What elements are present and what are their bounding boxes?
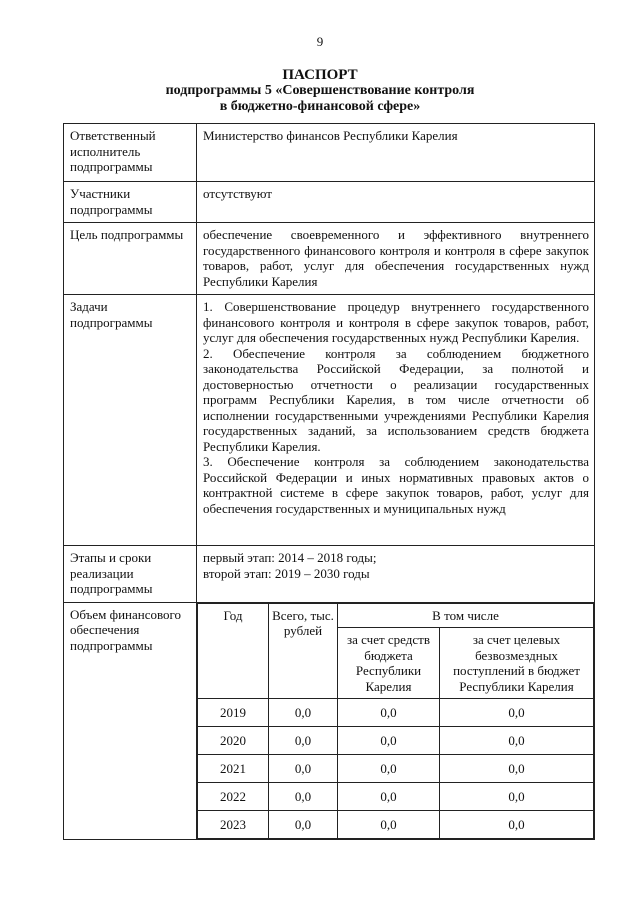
- row-participants: [64, 182, 595, 223]
- total-cell: 0,0: [269, 699, 338, 727]
- document-title: [0, 67, 640, 115]
- budget-cell: 0,0: [338, 811, 440, 839]
- finance-row: [198, 727, 594, 755]
- budget-cell: 0,0: [338, 727, 440, 755]
- executor-value: Министерство финансов Республики Карелия: [197, 124, 595, 182]
- finance-row: [198, 811, 594, 839]
- finance-label: Объем финансового обеспечения подпрограммы: [64, 602, 197, 840]
- row-stages: [64, 546, 595, 603]
- row-goal: [64, 223, 595, 295]
- year-cell: 2022: [198, 783, 269, 811]
- goal-value: обеспечение своевременного и эффективного внутреннего государственного финансового контроля и контроля в сфере закупок товаров, работ, услуг для обеспечения государственных нужд Республики Карелия: [197, 223, 595, 295]
- participants-label: Участники подпрограммы: [64, 182, 197, 223]
- stages-value: [197, 546, 595, 603]
- title-line-2: подпрограммы 5 «Совершенствование контроля: [165, 83, 475, 98]
- finance-row: [198, 699, 594, 727]
- year-cell: 2021: [198, 755, 269, 783]
- grants-header: за счет целевых безвозмездных поступлений в бюджет Республики Карелия: [440, 628, 594, 699]
- total-cell: 0,0: [269, 727, 338, 755]
- title-line-1: ПАСПОРТ: [282, 67, 358, 83]
- year-cell: 2020: [198, 727, 269, 755]
- grants-cell: 0,0: [440, 783, 594, 811]
- goal-label: Цель подпрограммы: [64, 223, 197, 295]
- tasks-label: Задачи подпрограммы: [64, 295, 197, 546]
- finance-row: [198, 755, 594, 783]
- year-cell: 2019: [198, 699, 269, 727]
- grants-cell: 0,0: [440, 727, 594, 755]
- row-executor: [64, 124, 595, 182]
- title-line-3: в бюджетно-финансовой сфере»: [219, 99, 421, 114]
- stage-1: первый этап: 2014 – 2018 годы;: [203, 550, 377, 565]
- finance-table: [197, 603, 594, 840]
- grants-cell: 0,0: [440, 811, 594, 839]
- total-cell: 0,0: [269, 811, 338, 839]
- stage-2: второй этап: 2019 – 2030 годы: [203, 565, 370, 581]
- tasks-value: [197, 295, 595, 546]
- grants-cell: 0,0: [440, 755, 594, 783]
- stages-label: Этапы и сроки реализации подпрограммы: [64, 546, 197, 603]
- participants-value: отсутствуют: [197, 182, 595, 223]
- finance-row: [198, 783, 594, 811]
- budget-cell: 0,0: [338, 755, 440, 783]
- year-cell: 2023: [198, 811, 269, 839]
- passport-table: [63, 123, 595, 840]
- year-header: Год: [198, 603, 269, 699]
- task-item-2: 2. Обеспечение контроля за соблюдением бюджетного законодательства Российской Федерации, за полнотой и достоверностью отчетности о реализации государственных программ Республики Карелия, в том числе отчетности об исполнении государственными учреждениями Республики Карелия государственных заданий, за использованием средств бюджета Республики Карелия.: [203, 345, 589, 454]
- row-finance: [64, 602, 595, 840]
- page-number: 9: [316, 34, 324, 49]
- row-tasks: [64, 295, 595, 546]
- finance-cell: [197, 602, 595, 840]
- including-header: В том числе: [338, 603, 594, 628]
- total-header: Всего, тыс. рублей: [269, 603, 338, 699]
- task-item-1: 1. Совершенствование процедур внутреннего государственного финансового контроля и контроля в сфере закупок товаров, работ, услуг для обеспечения государственных нужд Республики Карелия.: [203, 299, 589, 345]
- grants-cell: 0,0: [440, 699, 594, 727]
- total-cell: 0,0: [269, 755, 338, 783]
- executor-label: Ответственный исполнитель подпрограммы: [64, 124, 197, 182]
- task-item-3: 3. Обеспечение контроля за соблюдением законодательства Российской Федерации и иных нормативных правовых актов о контрактной системе в сфере закупок товаров, работ, услуг для обеспечения государственных и муниципальных нужд: [203, 454, 589, 516]
- budget-cell: 0,0: [338, 699, 440, 727]
- budget-header: за счет средств бюджета Республики Карелия: [338, 628, 440, 699]
- total-cell: 0,0: [269, 783, 338, 811]
- budget-cell: 0,0: [338, 783, 440, 811]
